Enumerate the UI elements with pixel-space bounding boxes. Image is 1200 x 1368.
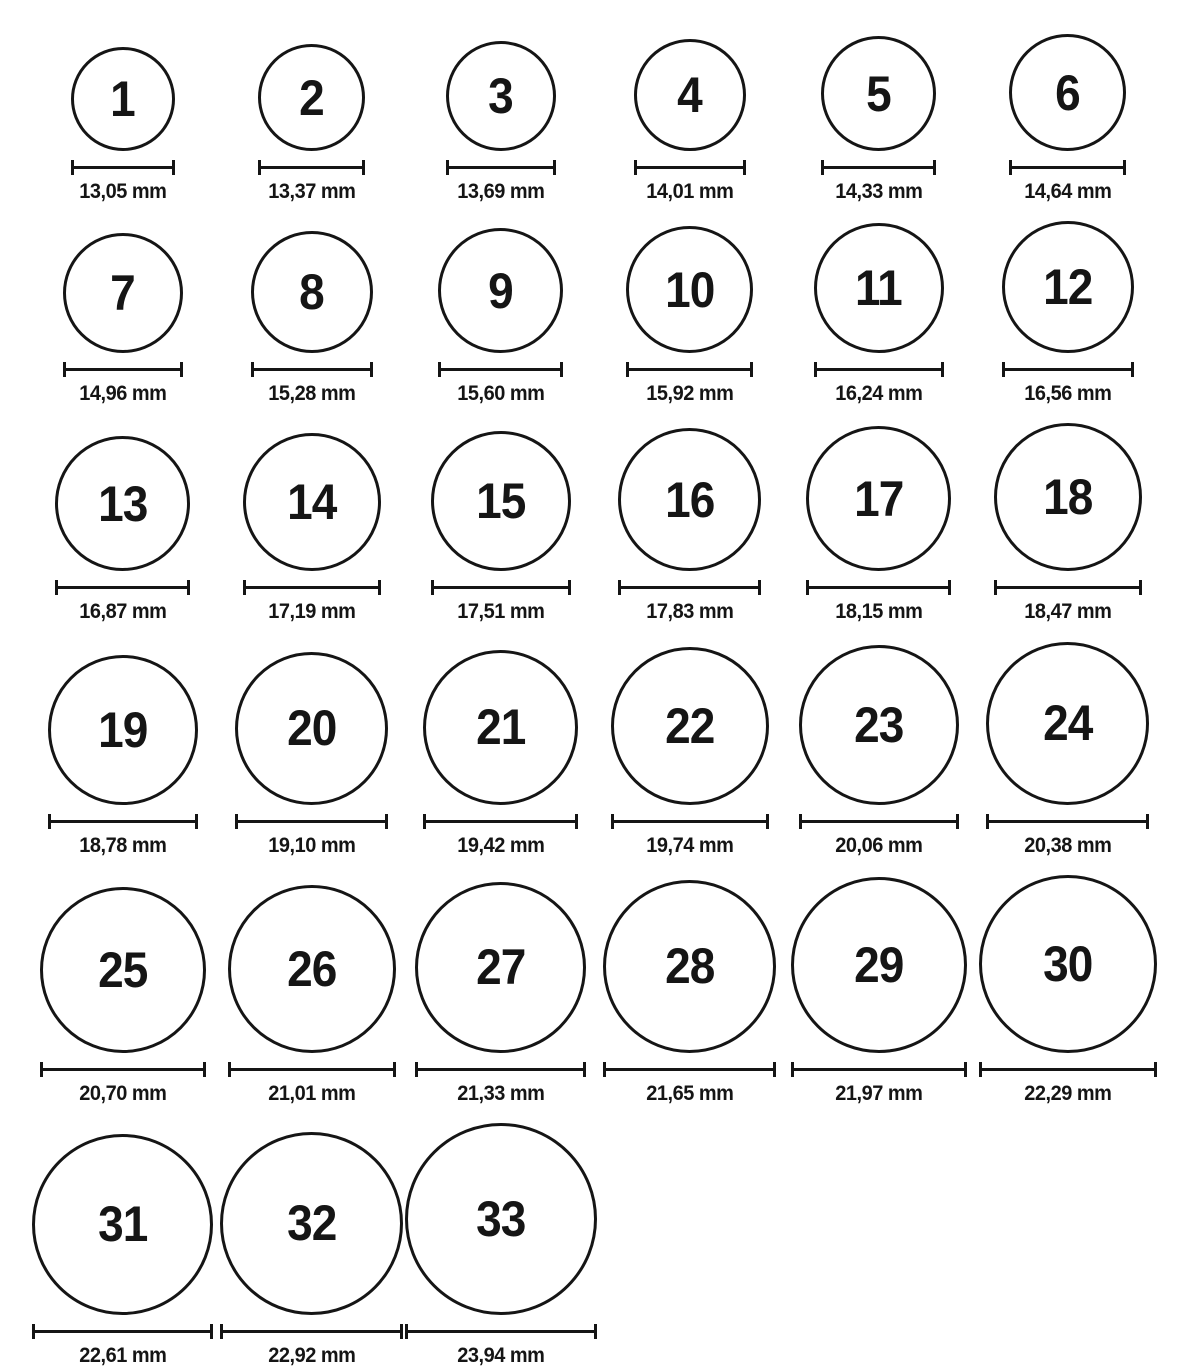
measure-bar (438, 368, 563, 371)
diameter-measure-line (415, 1062, 586, 1077)
size-number: 6 (1055, 64, 1080, 121)
measure-bar (415, 1068, 586, 1071)
size-number: 4 (677, 67, 702, 123)
size-item (973, 34, 1162, 204)
size-item (217, 433, 406, 624)
size-number: 10 (664, 261, 715, 318)
size-number: 30 (1042, 935, 1093, 992)
diameter-measure-line (814, 362, 944, 377)
size-item (784, 426, 973, 624)
diameter-measure-line (405, 1324, 597, 1339)
diameter-label: 13,37 mm (267, 180, 356, 203)
size-item (28, 1134, 217, 1368)
size-item (595, 226, 784, 406)
size-circle (40, 887, 206, 1053)
size-item (406, 431, 595, 624)
size-number: 29 (853, 936, 904, 993)
size-number: 21 (475, 699, 526, 756)
measure-bar (821, 166, 936, 169)
diameter-measure-line (63, 362, 183, 377)
measure-bar (243, 586, 381, 589)
size-number: 9 (488, 262, 513, 319)
size-circle (243, 433, 381, 571)
diameter-label: 13,69 mm (456, 180, 545, 203)
size-number: 31 (97, 1196, 148, 1253)
diameter-label: 17,83 mm (645, 600, 734, 624)
size-number: 13 (97, 475, 148, 532)
size-circle (438, 228, 563, 353)
diameter-measure-line (431, 580, 571, 595)
size-item (217, 885, 406, 1106)
size-number: 27 (475, 939, 526, 996)
diameter-measure-line (228, 1062, 396, 1077)
size-item (406, 1123, 595, 1368)
size-item (217, 231, 406, 406)
size-item (28, 233, 217, 406)
diameter-measure-line (251, 362, 373, 377)
size-number: 12 (1042, 259, 1093, 316)
diameter-measure-line (1009, 160, 1126, 175)
measure-bar (48, 820, 198, 823)
size-circle (611, 647, 769, 805)
diameter-label: 23,94 mm (456, 1343, 545, 1367)
diameter-label: 21,33 mm (456, 1081, 545, 1105)
diameter-measure-line (243, 580, 381, 595)
size-item (973, 642, 1162, 858)
diameter-label: 20,06 mm (834, 833, 923, 857)
measure-bar (423, 820, 578, 823)
size-circle (48, 655, 198, 805)
diameter-label: 14,96 mm (78, 382, 167, 406)
diameter-label: 16,87 mm (78, 600, 167, 624)
size-circle (228, 885, 396, 1053)
diameter-measure-line (611, 814, 769, 829)
size-circle (258, 44, 365, 151)
size-item (406, 41, 595, 204)
size-item (28, 887, 217, 1106)
diameter-measure-line (55, 580, 190, 595)
diameter-label: 20,38 mm (1023, 833, 1112, 857)
diameter-label: 15,60 mm (456, 382, 545, 406)
measure-bar (220, 1330, 403, 1333)
size-row (28, 423, 1200, 624)
diameter-label: 22,29 mm (1023, 1081, 1112, 1105)
diameter-label: 22,61 mm (78, 1343, 167, 1367)
diameter-label: 19,10 mm (267, 833, 356, 857)
size-circle (979, 875, 1157, 1053)
size-number: 1 (110, 71, 135, 127)
size-number: 32 (286, 1195, 337, 1252)
size-item (784, 223, 973, 406)
size-row (28, 221, 1200, 406)
size-number: 18 (1042, 469, 1093, 526)
size-circle (618, 428, 761, 571)
size-circle (799, 645, 959, 805)
size-number: 17 (853, 470, 904, 527)
diameter-measure-line (423, 814, 578, 829)
diameter-label: 21,65 mm (645, 1081, 734, 1105)
size-circle (634, 39, 746, 151)
diameter-measure-line (40, 1062, 206, 1077)
size-number: 15 (475, 473, 526, 530)
measure-bar (63, 368, 183, 371)
diameter-label: 18,47 mm (1023, 600, 1112, 624)
size-item (595, 647, 784, 858)
diameter-measure-line (791, 1062, 967, 1077)
size-circle (251, 231, 373, 353)
size-row (28, 875, 1200, 1106)
size-number: 24 (1042, 695, 1093, 752)
diameter-label: 13,05 mm (78, 180, 167, 203)
size-number: 28 (664, 938, 715, 995)
size-circle (603, 880, 776, 1053)
measure-bar (431, 586, 571, 589)
size-circle (220, 1132, 403, 1315)
size-circle (431, 431, 571, 571)
measure-bar (405, 1330, 597, 1333)
size-circle (415, 882, 586, 1053)
size-circle (994, 423, 1142, 571)
size-number: 33 (475, 1190, 526, 1247)
diameter-label: 17,51 mm (456, 600, 545, 624)
size-row (28, 642, 1200, 858)
diameter-measure-line (235, 814, 388, 829)
size-circle (32, 1134, 213, 1315)
size-number: 25 (97, 941, 148, 998)
size-item (406, 650, 595, 858)
diameter-label: 18,15 mm (834, 600, 923, 624)
measure-bar (55, 586, 190, 589)
diameter-measure-line (979, 1062, 1157, 1077)
size-number: 20 (286, 700, 337, 757)
size-item (28, 655, 217, 858)
diameter-label: 17,19 mm (267, 600, 356, 624)
measure-bar (626, 368, 753, 371)
measure-bar (994, 586, 1142, 589)
diameter-measure-line (603, 1062, 776, 1077)
diameter-measure-line (220, 1324, 403, 1339)
diameter-measure-line (821, 160, 936, 175)
measure-bar (618, 586, 761, 589)
size-number: 16 (664, 471, 715, 528)
diameter-measure-line (48, 814, 198, 829)
size-item (217, 1132, 406, 1368)
size-number: 22 (664, 697, 715, 754)
size-item (406, 228, 595, 406)
size-circle (235, 652, 388, 805)
size-circle (55, 436, 190, 571)
diameter-label: 18,78 mm (78, 833, 167, 857)
size-number: 14 (286, 474, 337, 531)
measure-bar (71, 166, 175, 169)
measure-bar (32, 1330, 213, 1333)
diameter-label: 20,70 mm (78, 1081, 167, 1105)
size-row (28, 1123, 1200, 1368)
measure-bar (799, 820, 959, 823)
size-number: 26 (286, 940, 337, 997)
measure-bar (251, 368, 373, 371)
size-number: 19 (97, 701, 148, 758)
diameter-label: 15,28 mm (267, 382, 356, 406)
size-item (784, 877, 973, 1106)
size-item (784, 36, 973, 204)
size-circle (1009, 34, 1126, 151)
diameter-label: 14,64 mm (1023, 180, 1112, 203)
size-item (973, 423, 1162, 624)
diameter-measure-line (258, 160, 365, 175)
measure-bar (1009, 166, 1126, 169)
measure-bar (1002, 368, 1134, 371)
measure-bar (603, 1068, 776, 1071)
diameter-label: 14,01 mm (645, 180, 734, 203)
diameter-label: 16,56 mm (1023, 382, 1112, 406)
size-number: 7 (110, 265, 135, 322)
size-number: 11 (855, 260, 902, 317)
size-item (595, 39, 784, 204)
diameter-label: 21,97 mm (834, 1081, 923, 1105)
diameter-label: 16,24 mm (834, 382, 923, 406)
diameter-measure-line (799, 814, 959, 829)
measure-bar (791, 1068, 967, 1071)
diameter-label: 21,01 mm (267, 1081, 356, 1105)
size-item (595, 428, 784, 624)
size-number: 8 (299, 264, 324, 321)
size-number: 2 (299, 69, 324, 126)
diameter-measure-line (71, 160, 175, 175)
size-item (406, 882, 595, 1106)
size-item (28, 47, 217, 204)
size-circle (821, 36, 936, 151)
diameter-measure-line (618, 580, 761, 595)
diameter-label: 19,74 mm (645, 833, 734, 857)
measure-bar (258, 166, 365, 169)
size-item (217, 652, 406, 858)
measure-bar (979, 1068, 1157, 1071)
diameter-measure-line (1002, 362, 1134, 377)
measure-bar (446, 166, 556, 169)
diameter-label: 19,42 mm (456, 833, 545, 857)
size-circle (446, 41, 556, 151)
diameter-measure-line (994, 580, 1142, 595)
size-item (973, 221, 1162, 406)
measure-bar (611, 820, 769, 823)
diameter-measure-line (634, 160, 746, 175)
size-item (973, 875, 1162, 1106)
size-circle (405, 1123, 597, 1315)
diameter-measure-line (626, 362, 753, 377)
size-number: 5 (866, 65, 891, 122)
measure-bar (986, 820, 1149, 823)
size-circle (791, 877, 967, 1053)
size-item (595, 880, 784, 1106)
diameter-measure-line (986, 814, 1149, 829)
diameter-label: 14,33 mm (834, 180, 923, 203)
size-circle (71, 47, 175, 151)
size-circle (986, 642, 1149, 805)
measure-bar (634, 166, 746, 169)
size-circle (626, 226, 753, 353)
size-number: 23 (853, 696, 904, 753)
size-item (784, 645, 973, 858)
size-item (217, 44, 406, 204)
measure-bar (806, 586, 951, 589)
size-row (28, 34, 1200, 204)
measure-bar (235, 820, 388, 823)
size-number: 3 (488, 68, 513, 124)
size-circle (806, 426, 951, 571)
diameter-measure-line (446, 160, 556, 175)
measure-bar (814, 368, 944, 371)
diameter-label: 22,92 mm (267, 1343, 356, 1367)
size-circle (423, 650, 578, 805)
size-item (28, 436, 217, 624)
diameter-measure-line (32, 1324, 213, 1339)
diameter-measure-line (806, 580, 951, 595)
size-circle (814, 223, 944, 353)
size-circle (1002, 221, 1134, 353)
diameter-measure-line (438, 362, 563, 377)
diameter-label: 15,92 mm (645, 382, 734, 406)
measure-bar (40, 1068, 206, 1071)
size-circle (63, 233, 183, 353)
measure-bar (228, 1068, 396, 1071)
